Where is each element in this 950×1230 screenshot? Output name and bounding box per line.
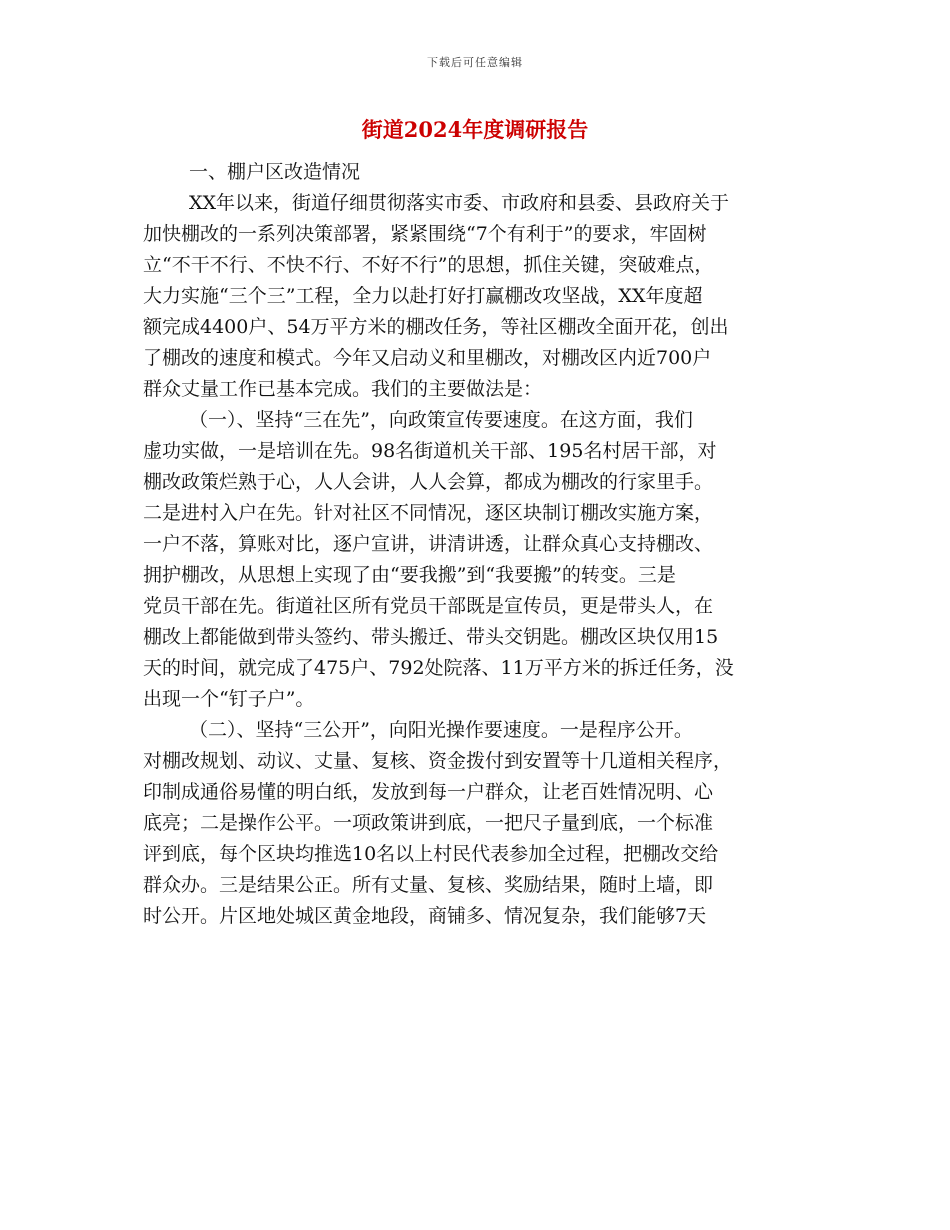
text-line: 额完成4400户、54万平方米的棚改任务，等社区棚改全面开花，创出 — [143, 316, 729, 338]
text-line: 立“不干不行、不快不行、不好不行”的思想，抓住关键，突破难点， — [143, 254, 714, 276]
text-line: 出现一个“钉子户”。 — [143, 688, 315, 710]
text-line: 党员干部在先。街道社区所有党员干部既是宣传员，更是带头人，在 — [143, 595, 714, 617]
text-line: 一户不落，算账对比，逐户宣讲，讲清讲透，让群众真心支持棚改、 — [143, 533, 714, 555]
text-line: 棚改上都能做到带头签约、带头搬迁、带头交钥匙。棚改区块仅用15 — [143, 626, 719, 648]
text-line: 对棚改规划、动议、丈量、复核、资金拨付到安置等十几道相关程序， — [143, 750, 733, 772]
text-line: XX年以来，街道仔细贯彻落实市委、市政府和县委、县政府关于 — [189, 192, 730, 214]
text-line: （一）、坚持“三在先”，向政策宣传要速度。在这方面，我们 — [189, 409, 693, 431]
text-line: 拥护棚改，从思想上实现了由“要我搬”到“我要搬”的转变。三是 — [143, 564, 676, 586]
text-line: 加快棚改的一系列决策部署，紧紧围绕“7个有利于”的要求，牢固树 — [143, 223, 707, 245]
text-line: 大力实施“三个三”工程，全力以赴打好打赢棚改攻坚战，XX年度超 — [143, 285, 703, 307]
document-title: 街道2024年度调研报告 — [361, 117, 589, 142]
text-line: 群众丈量工作已基本完成。我们的主要做法是： — [143, 378, 543, 400]
text-line: 天的时间，就完成了475户、792处院落、11万平方米的拆迁任务，没 — [143, 657, 734, 679]
document-body — [143, 157, 808, 932]
text-line: 了棚改的速度和模式。今年又启动义和里棚改，对棚改区内近700户 — [143, 347, 712, 369]
text-line: 群众办。三是结果公正。所有丈量、复核、奖励结果，随时上墙，即 — [143, 874, 714, 896]
text-line: 二是进村入户在先。针对社区不同情况，逐区块制订棚改实施方案， — [143, 502, 714, 524]
text-line: 时公开。片区地处城区黄金地段，商铺多、情况复杂，我们能够7天 — [143, 905, 707, 927]
text-line: 底亮；二是操作公平。一项政策讲到底，一把尺子量到底，一个标准 — [143, 812, 714, 834]
text-line: 虚功实做，一是培训在先。98名街道机关干部、195名村居干部，对 — [143, 440, 717, 462]
page-header: 下载后可任意编辑 — [427, 56, 523, 69]
text-line: （二）、坚持“三公开”，向阳光操作要速度。一是程序公开。 — [189, 719, 693, 741]
text-line: 一、棚户区改造情况 — [189, 161, 361, 183]
text-line: 印制成通俗易懂的明白纸，发放到每一户群众，让老百姓情况明、心 — [143, 781, 714, 803]
text-line: 棚改政策烂熟于心，人人会讲，人人会算，都成为棚改的行家里手。 — [143, 471, 714, 493]
text-line: 评到底，每个区块均推选10名以上村民代表参加全过程，把棚改交给 — [143, 843, 719, 865]
